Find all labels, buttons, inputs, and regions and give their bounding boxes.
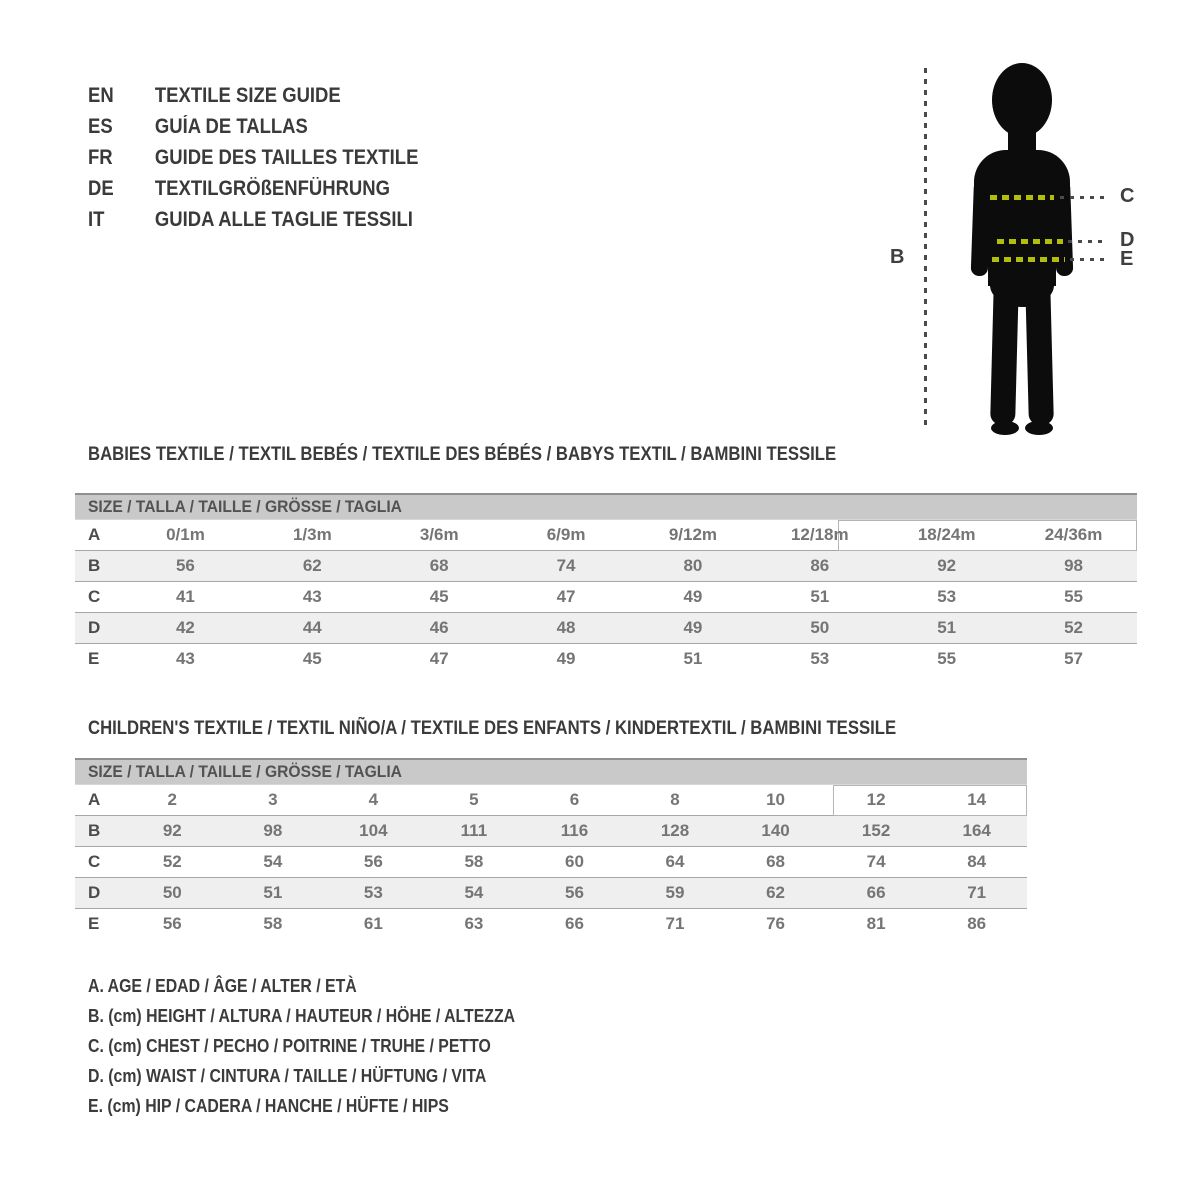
size-cell: 84: [967, 852, 987, 871]
table-row: [75, 878, 1027, 909]
size-cell: 68: [429, 556, 449, 575]
size-cell: 86: [967, 914, 987, 933]
legend-hip: E. (cm) HIP / CADERA / HANCHE / HÜFTE / HIPS: [88, 1096, 449, 1116]
size-cell: 9/12m: [668, 525, 718, 544]
size-cell: 43: [302, 587, 322, 606]
size-cell: 111: [460, 821, 488, 840]
size-cell: 62: [766, 883, 786, 902]
row-label: D: [88, 883, 101, 902]
row-label: B: [88, 556, 101, 575]
size-cell: 6: [569, 790, 580, 809]
size-cell: 74: [866, 852, 886, 871]
size-cell: 0/1m: [166, 525, 205, 544]
size-cell: 76: [766, 914, 786, 933]
size-cell: 2: [167, 790, 177, 809]
size-cell: 12: [866, 790, 886, 809]
lang-row-es: [88, 111, 418, 142]
waist-guide-dots: [1068, 240, 1108, 243]
language-title-list: [88, 80, 463, 235]
babies-section-title-text: BABIES TEXTILE / TEXTIL BEBÉS / TEXTILE DES BÉBÉS / BABYS TEXTIL / BAMBINI TESSILE: [88, 444, 837, 465]
chest-guide-dots: [1060, 196, 1108, 199]
size-cell: 53: [810, 649, 830, 668]
hip-label: E: [1120, 248, 1134, 270]
lang-row-de: [88, 173, 418, 204]
size-cell: 41: [175, 587, 195, 606]
legend-height: B. (cm) HEIGHT / ALTURA / HAUTEUR / HÖHE / ALTEZZA: [88, 1006, 516, 1026]
size-cell: 55: [1064, 587, 1084, 606]
size-cell: 64: [665, 852, 685, 871]
size-cell: 66: [866, 883, 886, 902]
size-cell: 45: [429, 587, 449, 606]
legend-chest: C. (cm) CHEST / PECHO / POITRINE / TRUHE / PETTO: [88, 1036, 491, 1056]
size-cell: 55: [937, 649, 957, 668]
row-label: B: [88, 821, 101, 840]
size-cell: 63: [464, 914, 484, 933]
size-cell: 6/9m: [546, 525, 586, 544]
size-cell: 43: [175, 649, 195, 668]
lang-title: TEXTILGRÖßENFÜHRUNG: [154, 177, 390, 200]
hip-measure-line: [992, 257, 1065, 262]
size-cell: 86: [810, 556, 830, 575]
size-cell: 51: [263, 883, 283, 902]
size-header-band: [75, 758, 1027, 785]
size-cell: 49: [556, 649, 576, 668]
table-row: [75, 613, 1137, 644]
size-cell: 10: [766, 790, 786, 809]
row-label: C: [88, 852, 101, 871]
size-cell: 98: [1064, 556, 1084, 575]
size-cell: 1/3m: [292, 525, 332, 544]
size-cell: 47: [429, 649, 449, 668]
size-cell: 116: [560, 821, 589, 840]
lang-code: ES: [88, 115, 113, 138]
lang-code: FR: [88, 146, 113, 169]
table-row: [75, 847, 1027, 878]
size-cell: 152: [861, 821, 891, 840]
size-cell: 92: [937, 556, 957, 575]
babies-section-title: [88, 444, 938, 466]
child-silhouette-icon: [962, 60, 1082, 438]
size-cell: 52: [162, 852, 182, 871]
size-cell: 71: [967, 883, 987, 902]
size-cell: 164: [962, 821, 991, 840]
row-label: A: [88, 790, 101, 809]
lang-code: DE: [88, 177, 114, 200]
row-label: D: [88, 618, 101, 637]
size-cell: 48: [556, 618, 576, 637]
size-cell: 56: [162, 914, 182, 933]
size-cell: 56: [363, 852, 383, 871]
size-cell: 42: [175, 618, 195, 637]
size-cell: 44: [302, 618, 322, 637]
size-cell: 45: [302, 649, 322, 668]
size-cell: 50: [810, 618, 830, 637]
table-row: [75, 551, 1137, 582]
legend-age: A. AGE / EDAD / ÂGE / ALTER / ETÀ: [88, 976, 357, 996]
size-cell: 98: [263, 821, 283, 840]
babies-size-table: [75, 493, 1137, 674]
size-cell: 18/24m: [917, 525, 976, 544]
height-dashed-line: [924, 68, 927, 428]
table-row: [75, 909, 1027, 940]
size-cell: 92: [162, 821, 182, 840]
size-cell: 80: [683, 556, 703, 575]
waist-label: D: [1120, 229, 1135, 251]
size-cell: 51: [937, 618, 957, 637]
size-cell: 58: [464, 852, 484, 871]
measurement-legend: [88, 971, 573, 1121]
size-cell: 3: [268, 790, 278, 809]
children-section-title-text: CHILDREN'S TEXTILE / TEXTIL NIÑO/A / TEXTILE DES ENFANTS / KINDERTEXTIL / BAMBINI TESSILE: [88, 718, 897, 739]
size-cell: 14: [967, 790, 987, 809]
size-header-text: SIZE / TALLA / TAILLE / GRÖSSE / TAGLIA: [88, 762, 402, 781]
table-row: [75, 520, 1137, 551]
size-cell: 68: [766, 852, 786, 871]
row-label: A: [88, 525, 101, 544]
size-cell: 49: [683, 587, 703, 606]
size-cell: 62: [302, 556, 322, 575]
table-row: [75, 785, 1027, 816]
waist-measure-line: [997, 239, 1063, 244]
lang-code: IT: [88, 208, 105, 231]
size-cell: 60: [565, 852, 584, 871]
size-cell: 51: [810, 587, 830, 606]
children-size-table: [75, 758, 1027, 939]
size-cell: 8: [670, 790, 680, 809]
size-cell: 12/18m: [790, 525, 849, 544]
size-cell: 52: [1064, 618, 1084, 637]
lang-row-en: [88, 80, 418, 111]
table-row: [75, 582, 1137, 613]
size-cell: 66: [565, 914, 584, 933]
legend-waist: D. (cm) WAIST / CINTURA / TAILLE / HÜFTUNG / VITA: [88, 1066, 487, 1086]
size-cell: 53: [937, 587, 957, 606]
size-cell: 74: [556, 556, 576, 575]
chest-label: C: [1120, 185, 1135, 207]
lang-title: TEXTILE SIZE GUIDE: [154, 84, 341, 107]
size-cell: 5: [469, 790, 479, 809]
size-cell: 49: [683, 618, 703, 637]
lang-code: EN: [88, 84, 114, 107]
size-header-text: SIZE / TALLA / TAILLE / GRÖSSE / TAGLIA: [88, 497, 402, 516]
size-cell: 54: [464, 883, 484, 902]
size-cell: 61: [363, 914, 383, 933]
size-cell: 57: [1064, 649, 1084, 668]
size-cell: 128: [660, 821, 690, 840]
chest-measure-line: [990, 195, 1054, 200]
lang-row-it: [88, 204, 418, 235]
size-cell: 81: [866, 914, 886, 933]
size-cell: 3/6m: [419, 525, 459, 544]
size-cell: 46: [429, 618, 449, 637]
lang-row-fr: [88, 142, 418, 173]
size-cell: 47: [556, 587, 576, 606]
row-label: E: [88, 914, 100, 933]
child-measurement-figure: [880, 55, 1180, 450]
size-cell: 140: [761, 821, 790, 840]
size-cell: 24/36m: [1044, 525, 1103, 544]
hip-guide-dots: [1070, 258, 1108, 261]
row-label: C: [88, 587, 101, 606]
size-cell: 50: [162, 883, 182, 902]
size-cell: 53: [363, 883, 383, 902]
size-cell: 4: [368, 790, 379, 809]
lang-title: GUIDE DES TAILLES TEXTILE: [154, 146, 419, 169]
size-header-band: [75, 493, 1137, 520]
size-cell: 54: [263, 852, 283, 871]
size-cell: 56: [175, 556, 195, 575]
size-cell: 56: [565, 883, 584, 902]
table-row: [75, 644, 1137, 675]
lang-title: GUÍA DE TALLAS: [154, 115, 308, 138]
size-cell: 59: [665, 883, 685, 902]
table-row: [75, 816, 1027, 847]
size-cell: 51: [683, 649, 703, 668]
height-label: B: [890, 246, 905, 268]
size-cell: 58: [263, 914, 283, 933]
size-cell: 71: [665, 914, 685, 933]
row-label: E: [88, 649, 100, 668]
children-section-title: [88, 718, 1006, 740]
size-cell: 104: [359, 821, 388, 840]
lang-title: GUIDA ALLE TAGLIE TESSILI: [154, 208, 413, 231]
